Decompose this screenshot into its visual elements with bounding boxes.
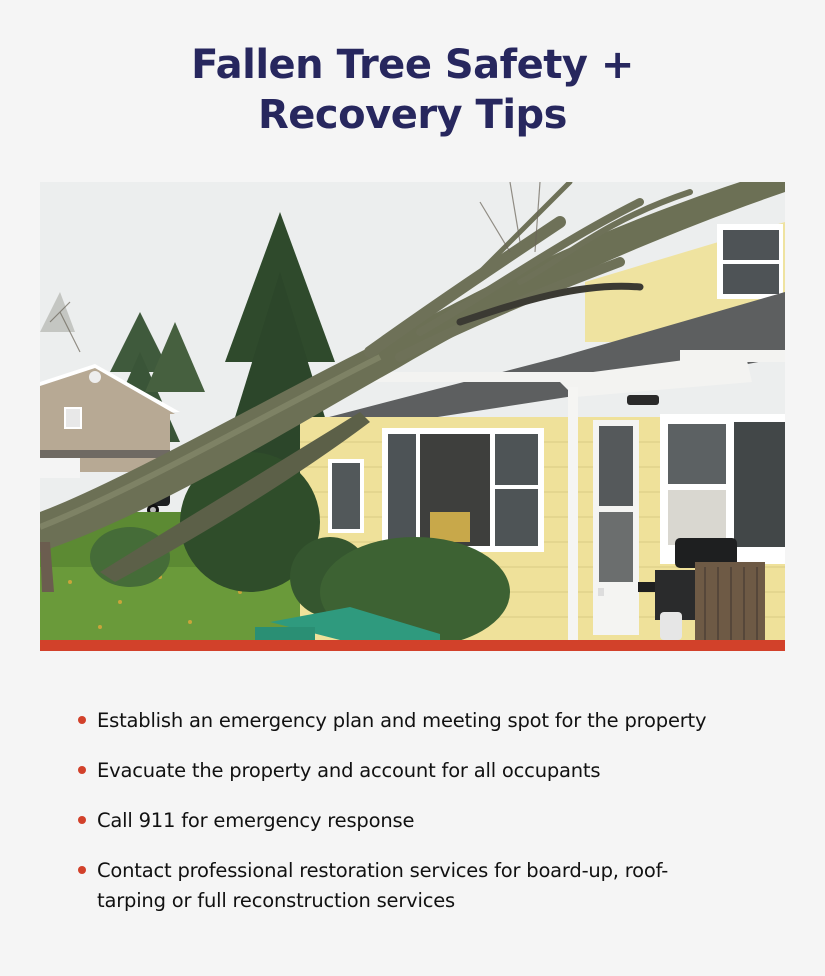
tip-item: [78, 856, 697, 916]
tip-text: Establish an emergency plan and meeting spot for the property: [97, 709, 707, 732]
fallen-tree-photo: [40, 182, 785, 640]
page-title: [0, 40, 825, 140]
bullet-dot-icon: [78, 816, 86, 824]
tip-text: Evacuate the property and account for all occupants: [97, 759, 601, 782]
accent-bar: [40, 640, 785, 651]
title-line-2: Recovery Tips: [258, 92, 567, 138]
safety-tips-list: [78, 706, 778, 936]
tip-text: Contact professional restoration services for board-up, roof-tarping or full reconstruction services: [97, 859, 669, 912]
house-with-fallen-tree-image: [40, 182, 785, 640]
tip-item: [78, 756, 778, 786]
tip-text: Call 911 for emergency response: [97, 809, 415, 832]
bullet-dot-icon: [78, 866, 86, 874]
tip-item: [78, 706, 778, 736]
bullet-dot-icon: [78, 716, 86, 724]
title-line-1: Fallen Tree Safety +: [191, 42, 634, 88]
tip-item: [78, 806, 778, 836]
bullet-dot-icon: [78, 766, 86, 774]
